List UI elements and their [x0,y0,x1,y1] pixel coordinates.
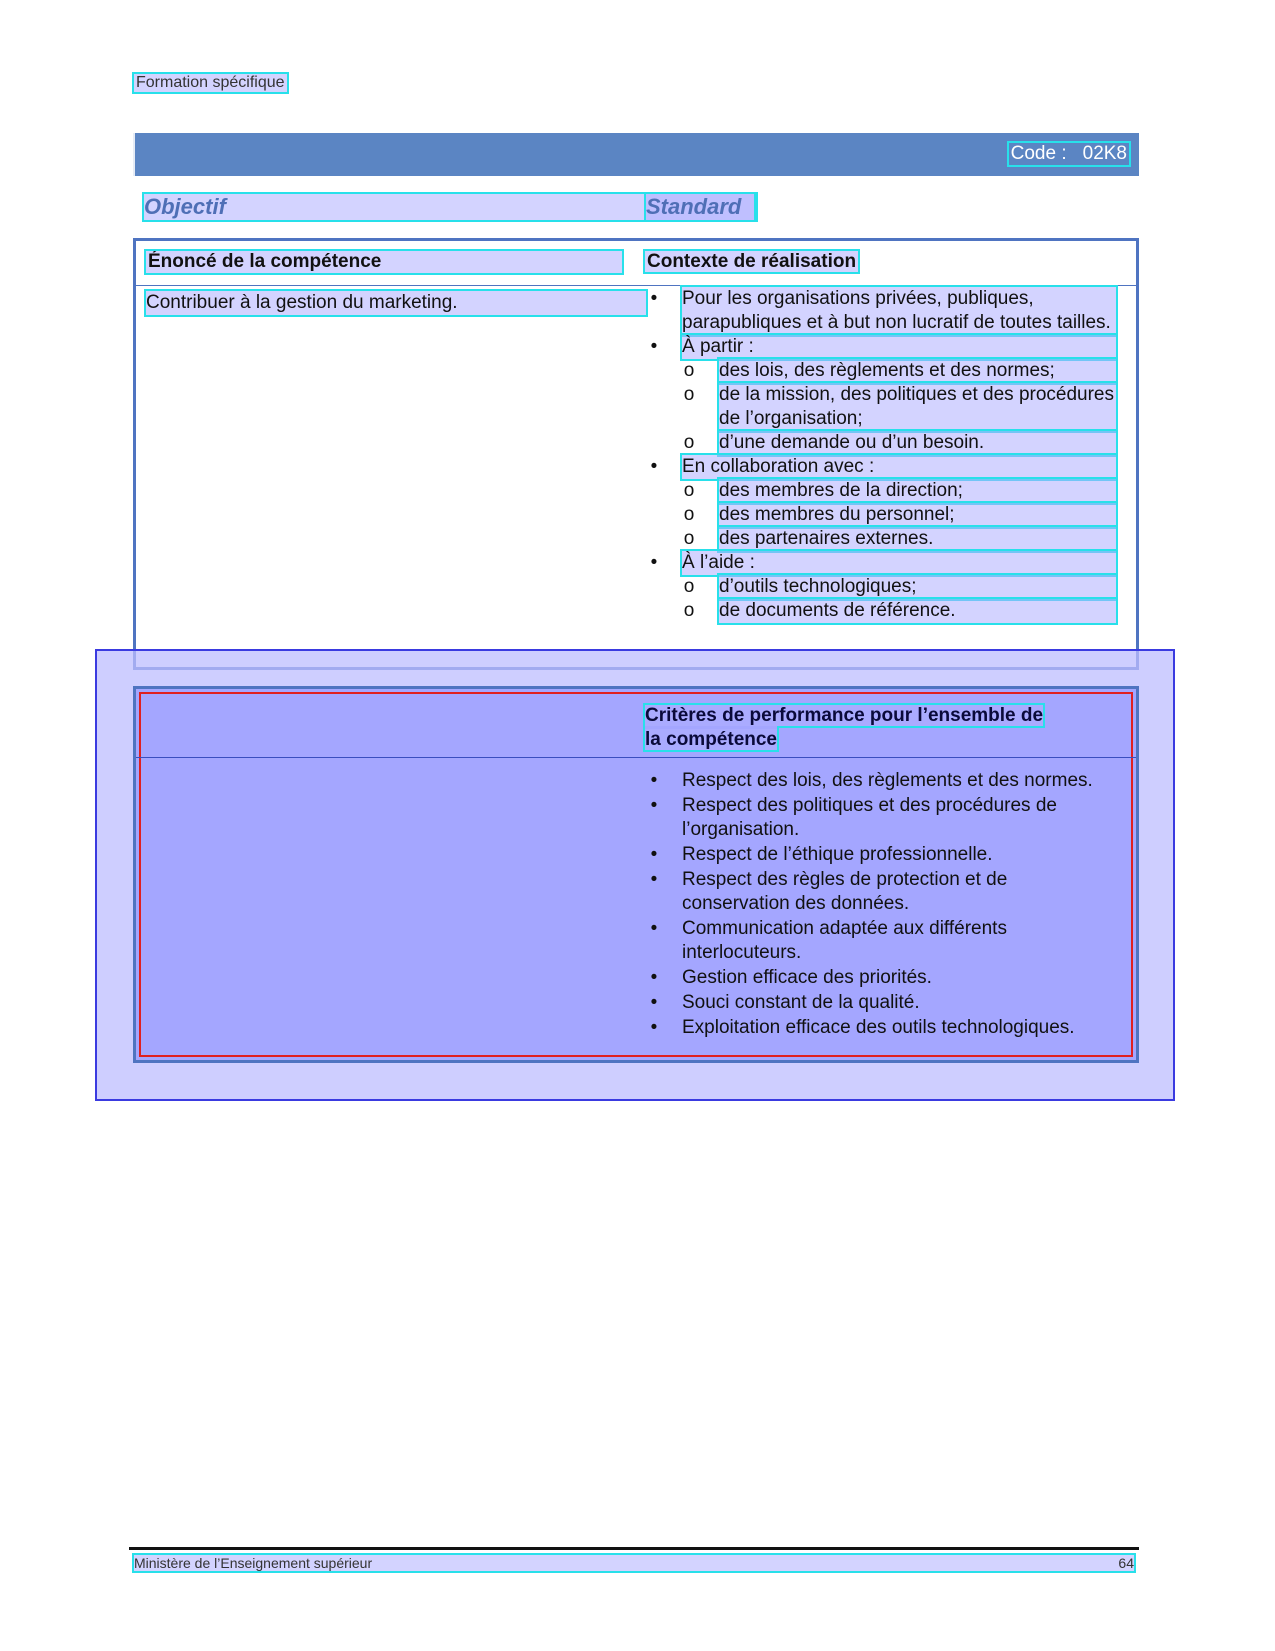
bullet-glyph: • [650,288,658,309]
bullet-glyph: • [650,844,658,865]
bullet-glyph: • [650,770,658,791]
bullet-glyph: • [650,967,658,988]
context-item-text: d’une demande ou d’un besoin. [719,431,1116,455]
competence-statement: Contribuer à la gestion du marketing. [146,291,646,315]
footer-ministry: Ministère de l’Enseignement supérieur [134,1555,373,1571]
context-sub-item [645,575,1116,599]
criteria-item-text: Exploitation efficace des outils technologiques. [682,1017,1075,1038]
sub-bullet-glyph: o [683,504,695,525]
bullet-glyph: • [650,1017,658,1038]
context-bullet-item [645,287,1116,335]
context-sub-item [645,383,1116,431]
bullet-glyph: • [650,456,658,477]
context-item-text: de la mission, des politiques et des procédures de l’organisation; [719,384,1115,429]
context-item-text: de documents de référence. [719,599,1116,623]
context-item-text: des membres du personnel; [719,503,1116,527]
context-sub-item [645,503,1116,527]
criteria-item-text: Respect des règles de protection et de conservation des données. [682,869,1008,914]
col-header-contexte: Contexte de réalisation [647,251,857,272]
section-title-objectif: Objectif [144,194,756,220]
bullet-glyph: • [650,918,658,939]
context-item-text: En collaboration avec : [682,455,1116,479]
context-bullet-item [645,455,1116,479]
table-header-divider [136,285,1136,286]
context-list [645,287,1116,623]
criteria-item [645,868,1115,916]
context-bullet-item [645,551,1116,575]
sub-bullet-glyph: o [683,528,695,549]
context-sub-item [645,359,1116,383]
code-value: 02K8 [1082,143,1127,164]
criteria-item-text: Souci constant de la qualité. [682,992,920,1013]
criteria-item [645,769,1115,793]
sub-bullet-glyph: o [683,384,695,405]
criteria-item [645,1016,1115,1040]
code-label-group [1009,143,1129,165]
sub-bullet-glyph: o [683,576,695,597]
criteria-item-text: Respect des politiques et des procédures de l’organisation. [682,795,1057,840]
sub-bullet-glyph: o [683,360,695,381]
criteria-header-divider [136,757,1136,758]
criteria-list [645,769,1115,1041]
context-sub-item [645,431,1116,455]
footer-rule [129,1547,1139,1550]
criteria-item [645,991,1115,1015]
bullet-glyph: • [650,795,658,816]
bullet-glyph: • [650,336,658,357]
sub-bullet-glyph: o [683,432,695,453]
context-bullet-item [645,335,1116,359]
bullet-glyph: • [650,552,658,573]
context-sub-item [645,599,1116,623]
context-item-text: des membres de la direction; [719,479,1116,503]
criteria-item [645,843,1115,867]
criteria-item-text: Respect des lois, des règlements et des normes. [682,770,1093,791]
col-header-enonce: Énoncé de la compétence [146,251,622,273]
running-header: Formation spécifique [136,74,285,91]
context-item-text: Pour les organisations privées, publiques, parapubliques et à but non lucratif de toutes tailles. [682,287,1116,335]
code-label: Code : [1010,143,1067,164]
criteria-item-text: Gestion efficace des priorités. [682,967,932,988]
page-number: 64 [1118,1555,1134,1571]
bullet-glyph: • [650,869,658,890]
sub-bullet-glyph: o [683,480,695,501]
context-sub-item [645,479,1116,503]
criteria-item [645,794,1115,842]
context-item-text: À partir : [682,335,1116,359]
context-item-text: d’outils technologiques; [719,575,1116,599]
context-item-text: des lois, des règlements et des normes; [719,359,1116,383]
competence-table [133,238,1139,670]
criteria-item-text: Communication adaptée aux différents interlocuteurs. [682,918,1007,963]
criteria-item-text: Respect de l’éthique professionnelle. [682,844,993,865]
criteria-table [133,686,1139,1063]
context-sub-item [645,527,1116,551]
sub-bullet-glyph: o [683,600,695,621]
bullet-glyph: • [650,992,658,1013]
footer [134,1555,1134,1571]
context-item-text: À l’aide : [682,551,1116,575]
code-bar [133,133,1139,176]
criteria-header [645,704,1055,752]
criteria-item [645,966,1115,990]
criteria-header-text: Critères de performance pour l’ensemble de la compétence [645,705,1044,750]
section-title-standard: Standard [646,194,754,220]
context-item-text: des partenaires externes. [719,527,1116,551]
criteria-item [645,917,1115,965]
